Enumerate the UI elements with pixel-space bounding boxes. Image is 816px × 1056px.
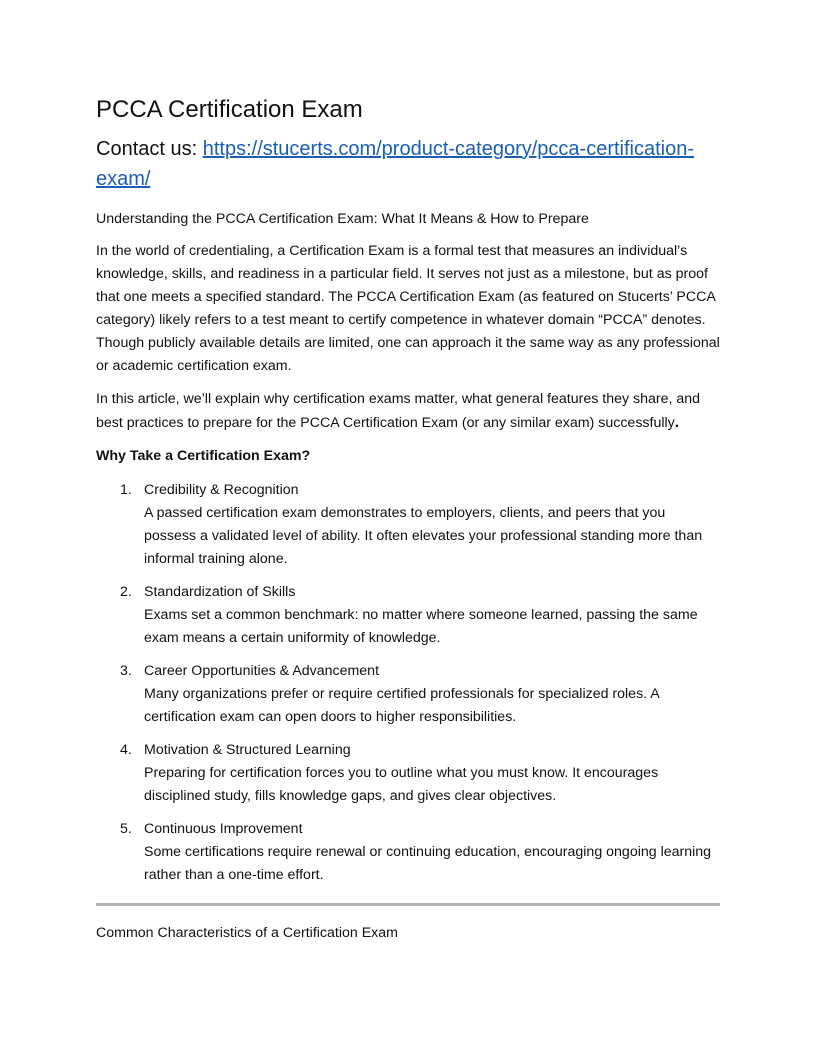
article-overview-paragraph bbox=[96, 388, 720, 435]
list-item-body: Preparing for certification forces you to outline what you must know. It encourages disciplined study, fills knowledge gaps, and gives clear objectives. bbox=[144, 765, 659, 804]
contact-label: Contact us: bbox=[96, 138, 203, 160]
article-overview-text: In this article, we’ll explain why certification exams matter, what general features they share, and best practices to prepare for the PCCA Certification Exam (or any similar exam) successfully bbox=[96, 391, 701, 431]
list-item-title: Continuous Improvement bbox=[144, 821, 303, 837]
list-item-title: Credibility & Recognition bbox=[144, 482, 299, 498]
intro-paragraph: In the world of credentialing, a Certification Exam is a formal test that measures an individual’s knowledge, skills, and readiness in a particular field. It serves not just as a milestone, but as proof that one meets a specified standard. The PCCA Certification Exam (as featured on Stucerts’ PCCA category) likely refers to a test meant to certify competence in whatever domain “PCCA” denotes. Though publicly available details are limited, one can approach it the same way as any professional or academic certification exam. bbox=[96, 243, 720, 374]
contact-link[interactable]: https://stucerts.com/product-category/pcca-certification-exam/ bbox=[96, 138, 695, 190]
why-heading: Why Take a Certification Exam? bbox=[96, 448, 311, 464]
list-item-number: 5. bbox=[120, 821, 132, 837]
list-item-body: Exams set a common benchmark: no matter where someone learned, passing the same exam means a certain uniformity of knowledge. bbox=[144, 607, 698, 646]
list-item-number: 4. bbox=[120, 742, 132, 758]
article-overview-period: . bbox=[674, 414, 680, 431]
list-item bbox=[96, 479, 720, 571]
contact-line bbox=[96, 134, 720, 194]
page-title: PCCA Certification Exam bbox=[96, 96, 363, 123]
list-item bbox=[96, 818, 720, 887]
list-item bbox=[96, 660, 720, 729]
reasons-list bbox=[96, 479, 720, 887]
list-item-body: Some certifications require renewal or continuing education, encouraging ongoing learning rather than a one-time effort. bbox=[144, 844, 712, 883]
list-item-title: Standardization of Skills bbox=[144, 584, 296, 600]
document-page bbox=[96, 94, 720, 955]
list-item-body: A passed certification exam demonstrates to employers, clients, and peers that you possess a validated level of ability. It often elevates your professional standing more than informal training alone. bbox=[144, 505, 703, 567]
section-divider bbox=[96, 903, 720, 906]
subtitle: Understanding the PCCA Certification Exam: What It Means & How to Prepare bbox=[96, 211, 589, 227]
list-item-number: 2. bbox=[120, 584, 132, 600]
list-item-number: 3. bbox=[120, 663, 132, 679]
next-section-heading: Common Characteristics of a Certification Exam bbox=[96, 925, 398, 941]
list-item-title: Career Opportunities & Advancement bbox=[144, 663, 380, 679]
list-item bbox=[96, 581, 720, 650]
list-item bbox=[96, 739, 720, 808]
list-item-title: Motivation & Structured Learning bbox=[144, 742, 351, 758]
list-item-number: 1. bbox=[120, 482, 132, 498]
list-item-body: Many organizations prefer or require certified professionals for specialized roles. A certification exam can open doors to higher responsibilities. bbox=[144, 686, 659, 725]
